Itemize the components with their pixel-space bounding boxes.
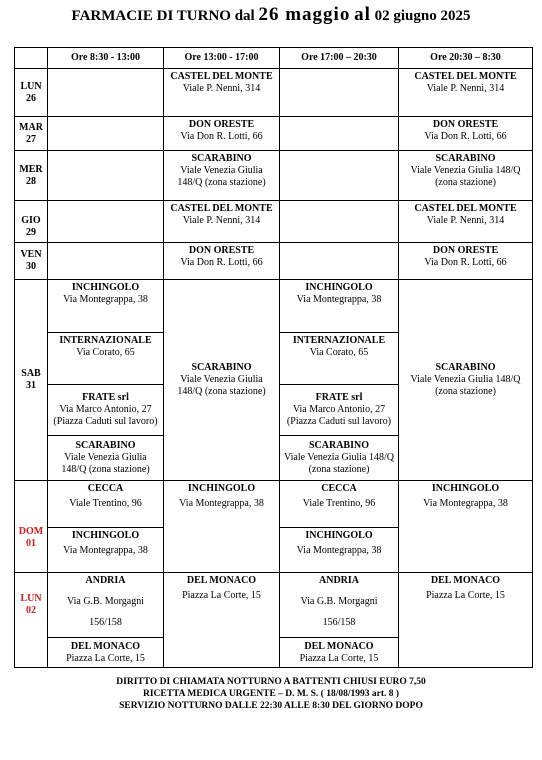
pharmacy-cell: ANDRIA Via G.B. Morgagni 156/158: [48, 573, 164, 638]
empty-cell: [48, 201, 164, 243]
title-end-date: 02 giugno 2025: [374, 8, 471, 24]
title-start-date: 26 maggio: [258, 4, 351, 25]
day-cell: DOM 01: [15, 481, 48, 573]
pharmacy-cell: SCARABINO Viale Venezia Giulia 148/Q (zona stazione): [399, 280, 533, 481]
pharmacy-cell: INCHINGOLO Via Montegrappa, 38: [280, 528, 399, 573]
pharmacy-cell: INCHINGOLO Via Montegrappa, 38: [280, 280, 399, 333]
corner-cell: [15, 48, 48, 69]
day-row-ven30: [15, 243, 533, 280]
day-cell: VEN 30: [15, 243, 48, 280]
pharmacy-cell: ANDRIA Via G.B. Morgagni 156/158: [280, 573, 399, 638]
col-header-1: Ore 8:30 - 13:00: [48, 48, 164, 69]
day-row-sab31: [15, 280, 533, 333]
empty-cell: [48, 243, 164, 280]
pharmacy-cell: DON ORESTE Via Don R. Lotti, 66: [164, 243, 280, 280]
pharmacy-cell: INCHINGOLO Via Montegrappa, 38: [399, 481, 533, 573]
empty-cell: [280, 69, 399, 117]
footer-notes: [0, 676, 542, 712]
pharmacy-cell: INTERNAZIONALE Via Corato, 65: [280, 333, 399, 385]
day-cell: MAR 27: [15, 117, 48, 151]
empty-cell: [280, 117, 399, 151]
day-row-mer28: [15, 151, 533, 201]
day-cell: SAB 31: [15, 280, 48, 481]
pharmacy-cell: SCARABINO Viale Venezia Giulia 148/Q (zona stazione): [164, 151, 280, 201]
empty-cell: [48, 117, 164, 151]
day-row-mar27: [15, 117, 533, 151]
pharmacy-cell: INCHINGOLO Via Montegrappa, 38: [48, 528, 164, 573]
day-row-gio29: [15, 201, 533, 243]
col-header-3: Ore 17:00 – 20:30: [280, 48, 399, 69]
day-cell: GIO 29: [15, 201, 48, 243]
col-header-2: Ore 13:00 - 17:00: [164, 48, 280, 69]
pharmacy-cell: SCARABINO Viale Venezia Giulia 148/Q (zona stazione): [399, 151, 533, 201]
day-row-dom01: [15, 481, 533, 528]
pharmacy-cell: DON ORESTE Via Don R. Lotti, 66: [399, 117, 533, 151]
pharmacy-cell: FRATE srl Via Marco Antonio, 27 (Piazza Caduti sul lavoro): [280, 385, 399, 436]
empty-cell: [280, 151, 399, 201]
day-cell: LUN 02: [15, 573, 48, 668]
header-row: [15, 48, 533, 69]
day-cell: LUN 26: [15, 69, 48, 117]
title-prefix: FARMACIE DI TURNO dal: [71, 8, 255, 24]
day-row-lun26: [15, 69, 533, 117]
footer-line-1: DIRITTO DI CHIAMATA NOTTURNO A BATTENTI CHIUSI EURO 7,50: [116, 677, 426, 687]
pharmacy-cell: INTERNAZIONALE Via Corato, 65: [48, 333, 164, 385]
footer-line-3: SERVIZIO NOTTURNO DALLE 22:30 ALLE 8:30 DEL GIORNO DOPO: [119, 701, 423, 711]
pharmacy-cell: DON ORESTE Via Don R. Lotti, 66: [399, 243, 533, 280]
pharmacy-cell: INCHINGOLO Via Montegrappa, 38: [164, 481, 280, 573]
pharmacy-cell: DON ORESTE Via Don R. Lotti, 66: [164, 117, 280, 151]
pharmacy-cell: SCARABINO Viale Venezia Giulia 148/Q (zona stazione): [164, 280, 280, 481]
empty-cell: [280, 243, 399, 280]
pharmacy-cell: INCHINGOLO Via Montegrappa, 38: [48, 280, 164, 333]
title-al: al: [354, 4, 371, 25]
page-title: [0, 4, 542, 26]
pharmacy-cell: DEL MONACO Piazza La Corte, 15: [48, 638, 164, 668]
pharmacy-cell: CECCA Viale Trentino, 96: [48, 481, 164, 528]
pharmacy-cell: CASTEL DEL MONTE Viale P. Nenni, 314: [164, 201, 280, 243]
pharmacy-cell: CASTEL DEL MONTE Viale P. Nenni, 314: [164, 69, 280, 117]
footer-line-2: RICETTA MEDICA URGENTE – D. M. S. ( 18/08/1993 art. 8 ): [142, 689, 400, 699]
day-cell: MER 28: [15, 151, 48, 201]
schedule-table: [14, 47, 533, 668]
pharmacy-cell: SCARABINO Viale Venezia Giulia 148/Q (zona stazione): [48, 436, 164, 481]
pharmacy-cell: CASTEL DEL MONTE Viale P. Nenni, 314: [399, 69, 533, 117]
pharmacy-cell: FRATE srl Via Marco Antonio, 27 (Piazza Caduti sul lavoro): [48, 385, 164, 436]
empty-cell: [280, 201, 399, 243]
pharmacy-cell: DEL MONACO Piazza La Corte, 15: [399, 573, 533, 668]
pharmacy-cell: CECCA Viale Trentino, 96: [280, 481, 399, 528]
day-row-lun02: [15, 573, 533, 638]
empty-cell: [48, 151, 164, 201]
empty-cell: [48, 69, 164, 117]
pharmacy-cell: DEL MONACO Piazza La Corte, 15: [280, 638, 399, 668]
pharmacy-cell: DEL MONACO Piazza La Corte, 15: [164, 573, 280, 668]
pharmacy-cell: CASTEL DEL MONTE Viale P. Nenni, 314: [399, 201, 533, 243]
pharmacy-cell: SCARABINO Viale Venezia Giulia 148/Q (zona stazione): [280, 436, 399, 481]
col-header-4: Ore 20:30 – 8:30: [399, 48, 533, 69]
